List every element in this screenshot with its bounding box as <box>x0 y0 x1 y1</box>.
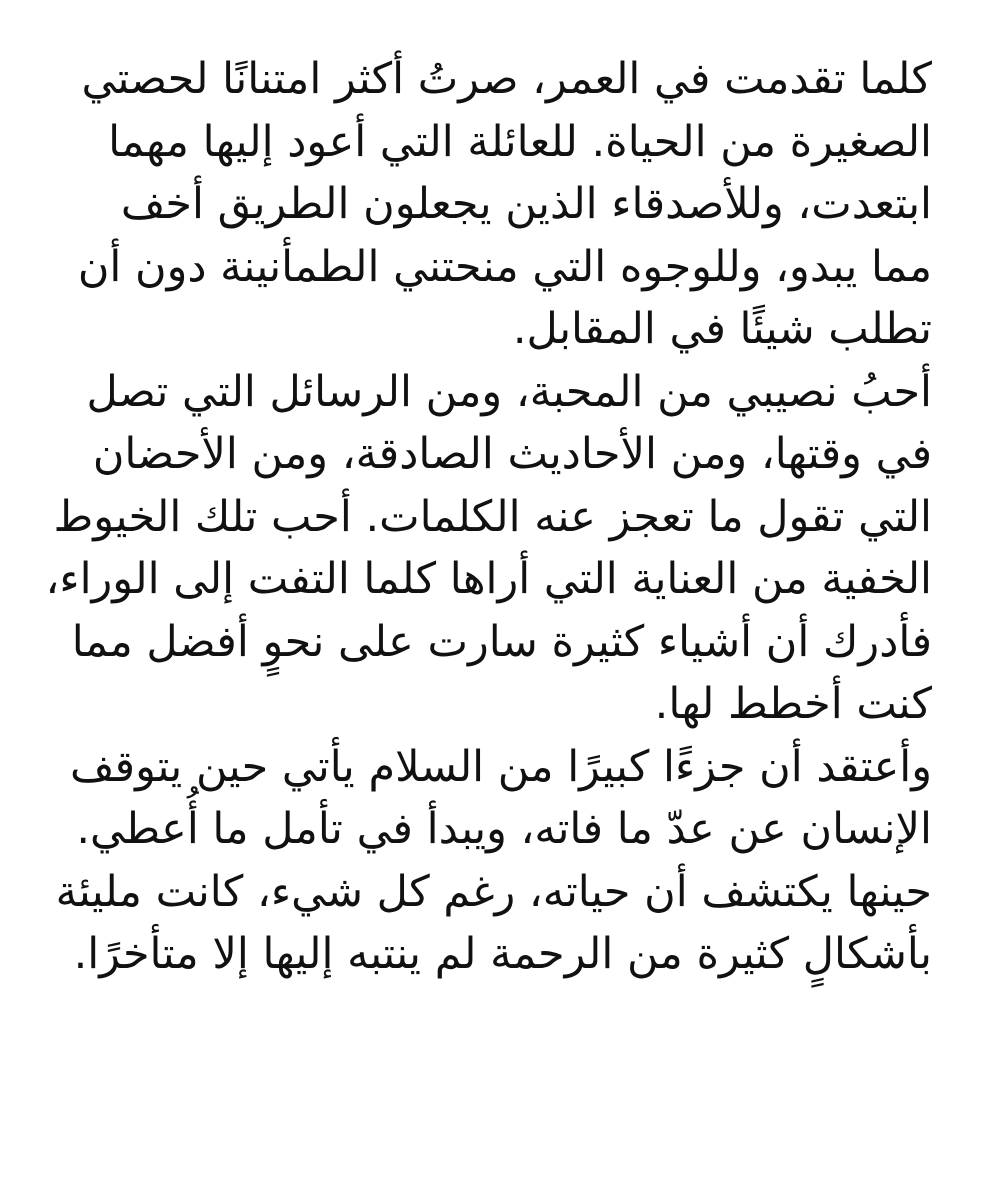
document-body <box>45 48 932 986</box>
text-line: وأعتقد أن جزءًا كبيرًا من السلام يأتي حين يتوقف <box>70 741 932 792</box>
text-line: في وقتها، ومن الأحاديث الصادقة، ومن الأحضان <box>92 429 932 479</box>
text-line: الخفية من العناية التي أراها كلما التفت إلى الوراء، <box>45 554 932 604</box>
text-line: أحبُ نصيبي من المحبة، ومن الرسائل التي تصل <box>86 366 932 417</box>
text-line: الإنسان عن عدّ ما فاته، ويبدأ في تأمل ما أُعطي. <box>76 804 932 854</box>
text-line: بأشكالٍ كثيرة من الرحمة لم ينتبه إليها إلا متأخرًا. <box>73 929 932 979</box>
text-line: فأدرك أن أشياء كثيرة سارت على نحوٍ أفضل مما <box>71 616 932 667</box>
text-line: كلما تقدمت في العمر، صرتُ أكثر امتنانًا لحصتي <box>81 54 932 104</box>
text-line: ابتعدت، وللأصدقاء الذين يجعلون الطريق أخف <box>120 179 932 229</box>
text-line: التي تقول ما تعجز عنه الكلمات. أحب تلك الخيوط <box>53 491 932 542</box>
text-line: كنت أخطط لها. <box>654 679 932 729</box>
text-line: الصغيرة من الحياة. للعائلة التي أعود إليها مهما <box>108 116 932 167</box>
text-line: حينها يكتشف أن حياته، رغم كل شيء، كانت مليئة <box>55 866 932 917</box>
text-line: تطلب شيئًا في المقابل. <box>512 304 932 354</box>
text-line: مما يبدو، وللوجوه التي منحتني الطمأنينة دون أن <box>77 241 932 292</box>
